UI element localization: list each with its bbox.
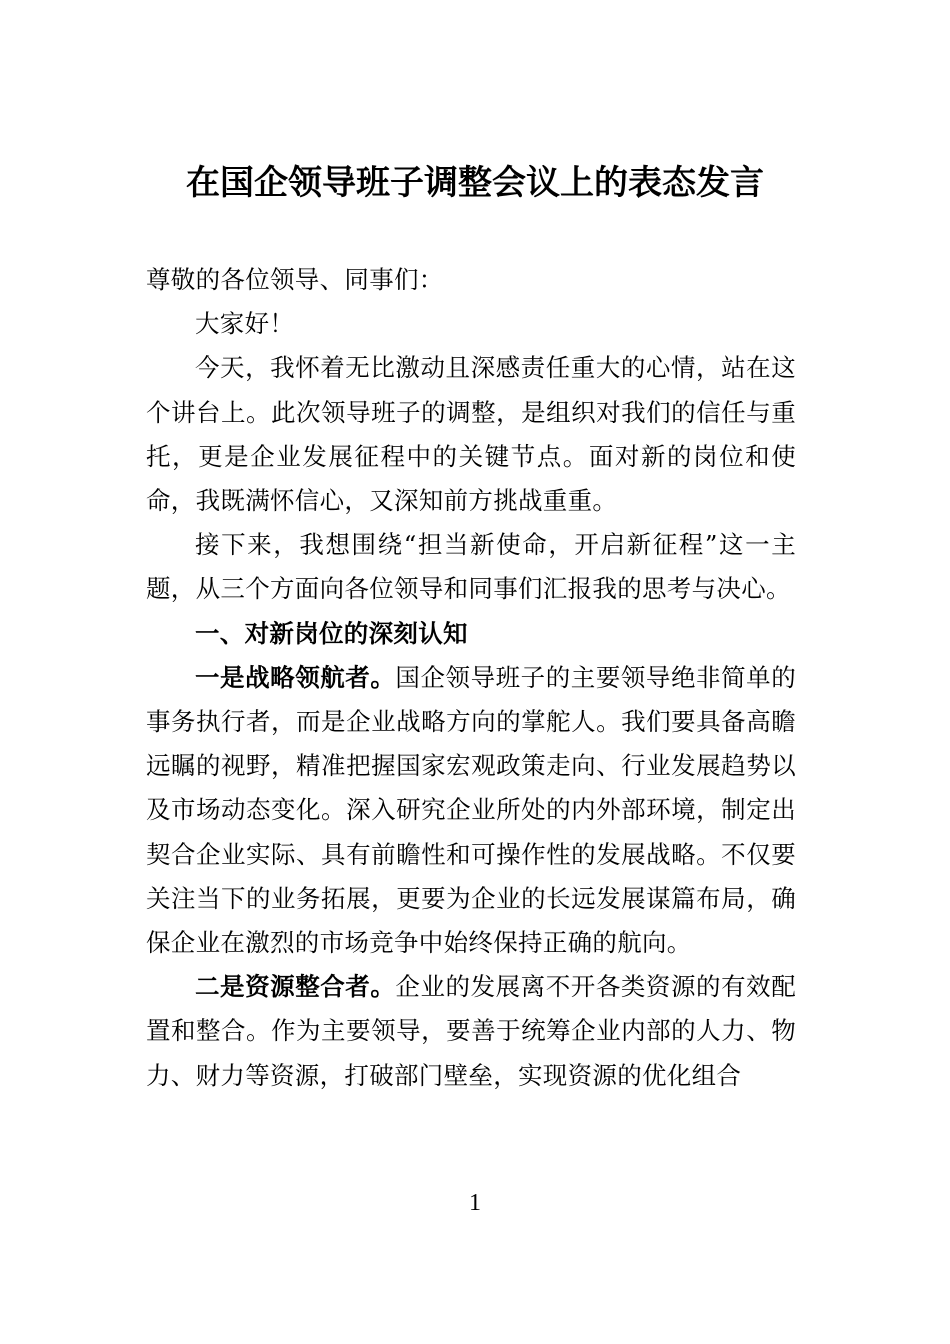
point-2-text: 企业的发展离不开各类资源的有效配置和整合。作为主要领导，要善于统筹企业内部的人力、物力、财力等资源，打破部门壁垒，实现资源的优化组合: [146, 972, 796, 1090]
document-title: 在国企领导班子调整会议上的表态发言: [186, 163, 764, 203]
page-number: 1: [469, 1190, 481, 1216]
greeting: 大家好！: [195, 309, 295, 339]
paragraph-1: 今天，我怀着无比激动且深感责任重大的心情，站在这个讲台上。此次领导班子的调整，是组织对我们的信任与重托，更是企业发展征程中的关键节点。面对新的岗位和使命，我既满怀信心，又深知前方挑战重重。: [146, 353, 796, 516]
point-1-text: 国企领导班子的主要领导绝非简单的事务执行者，而是企业战略方向的掌舵人。我们要具备高瞻远瞩的视野，精准把握国家宏观政策走向、行业发展趋势以及市场动态变化。深入研究企业所处的内外部环境，制定出契合企业实际、具有前瞻性和可操作性的发展战略。不仅要关注当下的业务拓展，更要为企业的长远发展谋篇布局，确保企业在激烈的市场竞争中始终保持正确的航向。: [146, 662, 796, 958]
paragraph-2: 接下来，我想围绕“担当新使命，开启新征程”这一主题，从三个方面向各位领导和同事们汇报我的思考与决心。: [146, 530, 796, 604]
point-2-lead: 二是资源整合者。: [195, 972, 396, 1002]
salutation: 尊敬的各位领导、同事们：: [146, 265, 444, 294]
section-1-heading: 一、对新岗位的深刻认知: [195, 618, 468, 648]
point-1-paragraph: [146, 656, 796, 965]
point-1-lead: 一是战略领航者。: [195, 662, 396, 692]
document-body: [146, 258, 796, 1098]
point-2-paragraph: [146, 965, 796, 1098]
